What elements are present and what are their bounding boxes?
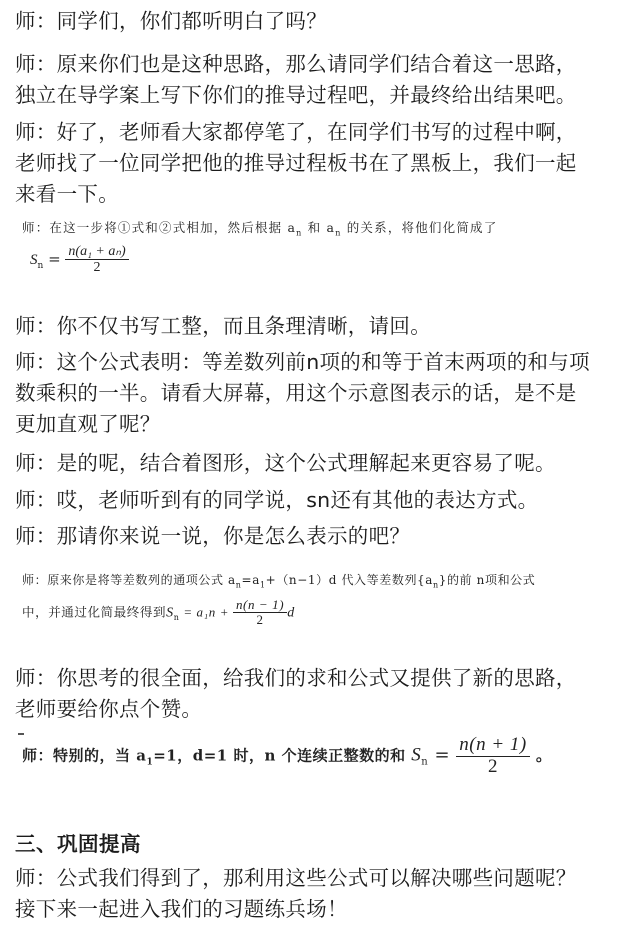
formula-excerpt-2 — [22, 571, 535, 589]
subscript: n — [421, 756, 429, 768]
excerpt-text: +（n−1）d 代入等差数列{a — [265, 573, 434, 587]
excerpt-text: 的关系，将他们化简成了 — [341, 220, 498, 235]
formula-fraction — [65, 244, 128, 276]
text-line: 师：你不仅书写工整，而且条理清晰，请回。 — [15, 314, 431, 338]
subscript: n — [335, 228, 342, 238]
excerpt-text: 师：原来你是将等差数列的通项公式 a — [22, 573, 236, 587]
subscript: 1 — [146, 757, 154, 768]
excerpt-text: =1，d=1 时，n 个连续正整数的和 — [153, 746, 412, 765]
excerpt-text: 师：在这一步将①式和②式相加，然后根据 a — [22, 220, 297, 235]
dialogue-paragraph — [15, 521, 610, 552]
text-line: 师：好了，老师看大家都停笔了，在同学们书写的过程中啊， — [15, 120, 577, 144]
fraction-denominator: 2 — [488, 755, 499, 777]
text-line: 老师找了一位同学把他的推导过程板书在了黑板上，我们一起 — [15, 151, 577, 175]
formula-fraction — [233, 598, 287, 628]
subscript: n — [37, 260, 44, 271]
formula-sn-sum — [30, 244, 129, 276]
text-line: 接下来一起进入我们的习题练兵场！ — [15, 897, 348, 921]
subscript: n — [296, 228, 303, 238]
formula-eq: = — [428, 744, 457, 766]
dialogue-paragraph — [15, 448, 610, 479]
dialogue-paragraph — [15, 863, 610, 925]
excerpt-text: 师：特别的，当 a — [22, 746, 147, 765]
text-line: 数乘积的一半。请看大屏幕，用这个示意图表示的话，是不是 — [15, 381, 577, 405]
fraction-numerator: n(n + 1) — [456, 735, 529, 757]
formula-tail: d — [287, 605, 295, 621]
section-heading: 三、巩固提高 — [15, 832, 141, 856]
formula-eq: = — [43, 249, 66, 268]
text-line: 师：那请你来说一说，你是怎么表示的吧？ — [15, 524, 411, 548]
formula-excerpt-1 — [22, 218, 497, 238]
excerpt-text: 和 a — [302, 220, 336, 235]
text-line: 独立在导学案上写下你们的推导过程吧，并最终给出结果吧。 — [15, 83, 577, 107]
text-line: 更加直观了呢？ — [15, 412, 161, 436]
excerpt-text: 中，并通过化简最终得到 — [22, 604, 167, 620]
dialogue-paragraph — [15, 6, 610, 37]
subscript: n — [433, 580, 439, 590]
subscript: n — [235, 580, 242, 590]
subscript: n — [173, 612, 180, 622]
text-line: 师：这个公式表明：等差数列前n项的和等于首末两项的和与项 — [15, 350, 590, 374]
text-line: 师：原来你们也是这种思路，那么请同学们结合着这一思路， — [15, 52, 577, 76]
excerpt-text: }的前 n项和公式 — [438, 573, 536, 587]
formula-excerpt-3 — [22, 735, 552, 778]
text-line: 师：哎，老师听到有的同学说，sn还有其他的表达方式。 — [15, 488, 539, 512]
dialogue-paragraph — [15, 663, 610, 725]
text-line: 来看一下。 — [15, 182, 119, 206]
text-line: 师：公式我们得到了，那利用这些公式可以解决哪些问题呢？ — [15, 866, 577, 890]
dialogue-paragraph — [15, 311, 610, 342]
formula-lhs: S — [30, 251, 38, 268]
fraction-numerator: n(a₁ + aₙ) — [65, 244, 128, 260]
dialogue-paragraph — [15, 485, 610, 516]
formula-lhs: S — [411, 744, 422, 766]
formula-expr: = a₁n + — [179, 604, 233, 620]
subscript: 1 — [259, 580, 266, 590]
excerpt-text: =a — [241, 573, 260, 587]
text-line: 师：是的呢，结合着图形，这个公式理解起来更容易了呢。 — [15, 451, 556, 475]
text-line: 老师要给你点个赞。 — [15, 697, 203, 721]
dialogue-paragraph — [15, 49, 610, 111]
formula-fraction — [456, 735, 529, 778]
formula-lhs: S — [166, 605, 174, 621]
excerpt-text: 。 — [529, 745, 553, 765]
text-line: 师：你思考的很全面，给我们的求和公式又提供了新的思路， — [15, 666, 577, 690]
fraction-denominator: 2 — [93, 260, 101, 276]
dialogue-paragraph — [15, 117, 610, 210]
dialogue-paragraph — [15, 347, 610, 440]
fraction-numerator: n(n − 1) — [233, 598, 287, 613]
formula-excerpt-2-line2 — [22, 598, 295, 628]
fraction-denominator: 2 — [256, 612, 264, 628]
text-line: 师：同学们，你们都听明白了吗？ — [15, 9, 327, 33]
